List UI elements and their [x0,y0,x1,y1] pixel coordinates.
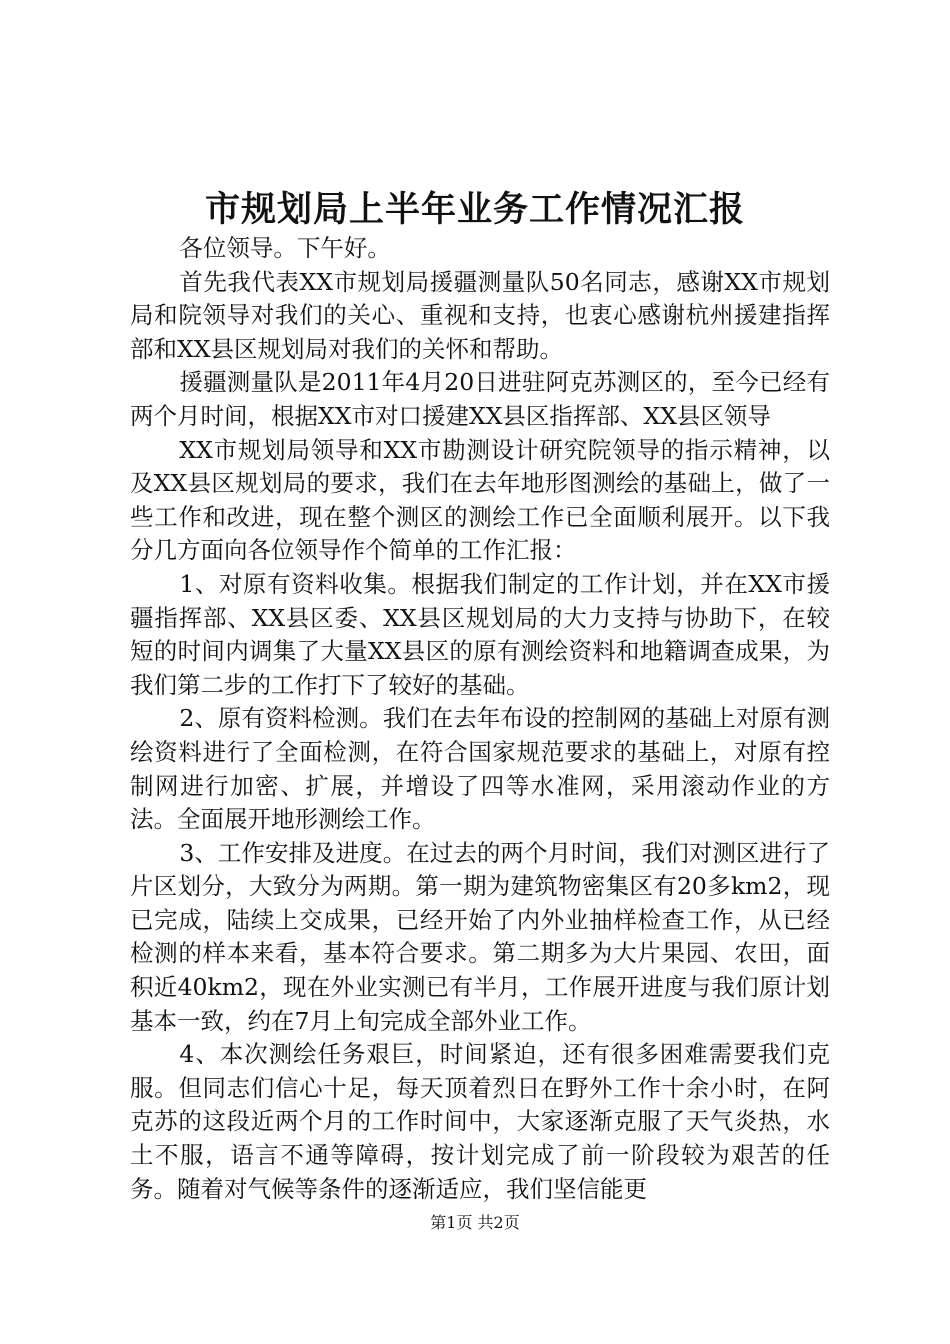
section-3-paragraph: 3、工作安排及进度。在过去的两个月时间，我们对测区进行了片区划分，大致分为两期。第一期为建筑物密集区有20多km2，现已完成，陆续上交成果，已经开始了内外业抽样检查工作，从已经检测的样本来看，基本符合要求。第二期多为大片果园、农田，面积近40km2，现在外业实测已有半月，工作展开进度与我们原计划基本一致，约在7月上旬完成全部外业工作。 [130,838,830,1035]
document-body [130,232,830,1206]
greeting-paragraph: 各位领导。下午好。 [179,234,391,262]
guidance-paragraph: XX市规划局领导和XX市勘测设计研究院领导的指示精神，以及XX县区规划局的要求，我们在去年地形图测绘的基础上，做了一些工作和改进，现在整个测区的测绘工作已全面顺利展开。以下我分几方面向各位领导作个简单的工作汇报： [130,435,830,565]
section-4-paragraph: 4、本次测绘任务艰巨，时间紧迫，还有很多困难需要我们克服。但同志们信心十足，每天顶着烈日在野外工作十余小时，在阿克苏的这段近两个月的工作时间中，大家逐渐克服了天气炎热，水土不服，语言不通等障碍，按计划完成了前一阶段较为艰苦的任务。随着对气候等条件的逐渐适应，我们坚信能更 [130,1040,830,1203]
thanks-paragraph: 首先我代表XX市规划局援疆测量队50名同志，感谢XX市规划局和院领导对我们的关心、重视和支持，也衷心感谢杭州援建指挥部和XX县区规划局对我们的关怀和帮助。 [130,267,830,363]
page-footer: 第1页 共2页 [430,1213,520,1232]
document-title: 市规划局上半年业务工作情况汇报 [204,189,745,230]
arrival-paragraph: 援疆测量队是2011年4月20日进驻阿克苏测区的，至今已经有两个月时间，根据XX市对口援建XX县区指挥部、XX县区领导 [130,368,830,430]
section-1-paragraph: 1、对原有资料收集。根据我们制定的工作计划，并在XX市援疆指挥部、XX县区委、XX县区规划局的大力支持与协助下，在较短的时间内调集了大量XX县区的原有测绘资料和地籍调查成果，为我们第二步的工作打下了较好的基础。 [130,569,830,699]
section-2-paragraph: 2、原有资料检测。我们在去年布设的控制网的基础上对原有测绘资料进行了全面检测，在符合国家规范要求的基础上，对原有控制网进行加密、扩展，并增设了四等水准网，采用滚动作业的方法。全面展开地形测绘工作。 [130,704,830,834]
